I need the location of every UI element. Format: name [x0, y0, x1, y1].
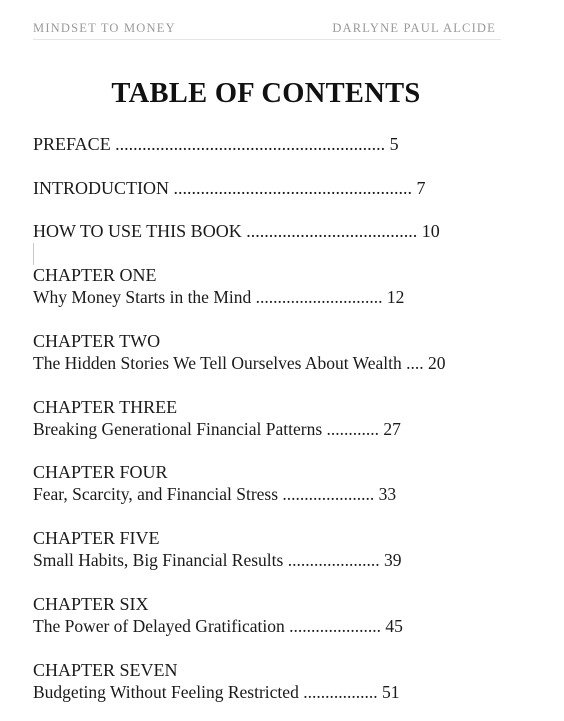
- toc-entry-chapter-four[interactable]: [33, 461, 396, 505]
- toc-entry-preface[interactable]: [33, 133, 399, 155]
- toc-chapter-heading: CHAPTER SIX: [33, 594, 149, 614]
- page-title: TABLE OF CONTENTS: [111, 78, 421, 109]
- toc-chapter-heading: CHAPTER THREE: [33, 397, 178, 417]
- toc-entry-chapter-six[interactable]: [33, 593, 403, 637]
- toc-chapter-heading: CHAPTER FOUR: [33, 462, 168, 482]
- toc-entry-chapter-two[interactable]: [33, 330, 446, 374]
- toc-chapter-title: Budgeting Without Feeling Restricted ................. 51: [33, 682, 400, 702]
- toc-chapter-title: Breaking Generational Financial Patterns ............ 27: [33, 419, 401, 439]
- toc-chapter-heading: CHAPTER FIVE: [33, 528, 160, 548]
- toc-chapter-title: Fear, Scarcity, and Financial Stress ..................... 33: [33, 484, 397, 504]
- toc-chapter-heading: CHAPTER SEVEN: [33, 660, 178, 680]
- header-book-title: MINDSET TO MONEY: [33, 21, 176, 35]
- toc-chapter-heading: CHAPTER ONE: [33, 265, 157, 285]
- running-header: [33, 19, 501, 40]
- toc-chapter-heading: CHAPTER TWO: [33, 331, 161, 351]
- toc-entry-chapter-three[interactable]: [33, 396, 401, 440]
- toc-chapter-title: The Power of Delayed Gratification ..................... 45: [33, 616, 403, 636]
- toc-entry-chapter-one[interactable]: [33, 264, 404, 308]
- toc-entry-text: INTRODUCTION ..................................................... 7: [33, 178, 426, 198]
- toc-entry-chapter-seven[interactable]: [33, 659, 399, 703]
- toc-entry-text: HOW TO USE THIS BOOK ...................................... 10: [33, 221, 440, 241]
- toc-entry-text: PREFACE ............................................................ 5: [33, 134, 399, 154]
- toc-entry-how-to-use[interactable]: [33, 220, 440, 242]
- text-cursor: [33, 243, 34, 265]
- toc-chapter-title: Small Habits, Big Financial Results ..................... 39: [33, 550, 402, 570]
- toc-entry-introduction[interactable]: [33, 177, 425, 199]
- toc-chapter-title: Why Money Starts in the Mind ............................. 12: [33, 287, 405, 307]
- toc-entry-chapter-five[interactable]: [33, 527, 401, 571]
- toc-chapter-title: The Hidden Stories We Tell Ourselves About Wealth .... 20: [33, 353, 446, 373]
- header-author-name: DARLYNE PAUL ALCIDE: [332, 21, 496, 35]
